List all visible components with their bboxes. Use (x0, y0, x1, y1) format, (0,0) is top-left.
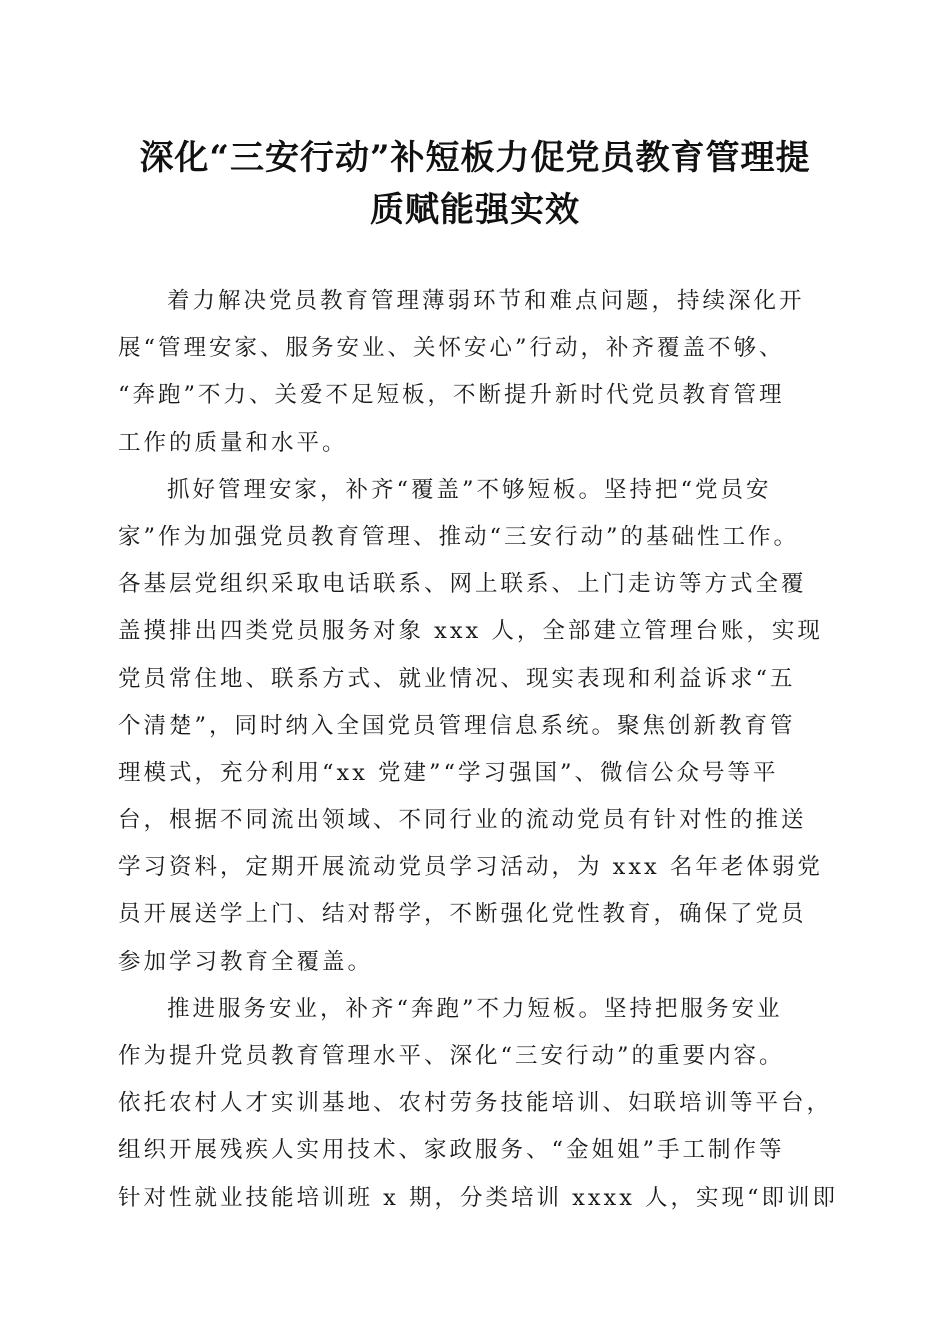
paragraph-line: “奔跑”不力、关爱不足短板，不断提升新时代党员教育管理 (118, 382, 785, 409)
title-line-1: 深化“三安行动”补短板力促党员教育管理提 (139, 138, 811, 178)
document-title (100, 132, 850, 236)
paragraph-line: 员开展送学上门、结对帮学，不断强化党性教育，确保了党员 (118, 901, 807, 928)
paragraph-line: 各基层党组织采取电话联系、网上联系、上门走访等方式全覆 (118, 571, 807, 598)
paragraph-line: 工作的质量和水平。 (118, 429, 348, 456)
document-body (118, 278, 839, 1222)
paragraph-line: 依托农村人才实训基地、农村劳务技能培训、妇联培训等平台， (118, 1090, 833, 1117)
paragraph-line: 抓好管理安家，补齐“覆盖”不够短板。坚持把“党员安 (167, 476, 772, 503)
title-line-2: 质赋能强实效 (370, 190, 580, 230)
paragraph-line: 参加学习教育全覆盖。 (118, 948, 374, 975)
paragraph-line: 展“管理安家、服务安业、关怀安心”行动，补齐覆盖不够、 (118, 335, 785, 362)
paragraph-line: 推进服务安业，补齐“奔跑”不力短板。坚持把服务安业 (167, 995, 783, 1022)
paragraph-line: 着力解决党员教育管理薄弱环节和难点问题，持续深化开 (167, 288, 805, 314)
paragraph-line: 理模式，充分利用“xx 党建”“学习强国”、微信公众号等平 (118, 759, 779, 786)
paragraph-line: 党员常住地、联系方式、就业情况、现实表现和利益诉求“五 (118, 665, 796, 692)
paragraph-line: 组织开展残疾人实用技术、家政服务、“金姐姐”手工制作等 (118, 1137, 785, 1164)
paragraph-2 (118, 467, 832, 986)
paragraph-line: 个清楚”，同时纳入全国党员管理信息系统。聚焦创新教育管 (118, 712, 796, 739)
paragraph-line: 盖摸排出四类党员服务对象 xxx 人，全部建立管理台账，实现 (118, 618, 823, 645)
paragraph-line: 台，根据不同流出领域、不同行业的流动党员有针对性的推送 (118, 807, 807, 834)
paragraph-3 (118, 986, 839, 1222)
paragraph-line: 家”作为加强党员教育管理、推动“三安行动”的基础性工作。 (118, 523, 800, 550)
paragraph-line: 针对性就业技能培训班 x 期，分类培训 xxxx 人，实现“即训即 (118, 1184, 839, 1211)
paragraph-line: 学习资料，定期开展流动党员学习活动，为 xxx 名年老体弱党 (118, 854, 823, 881)
paragraph-1 (118, 278, 832, 467)
paragraph-line: 作为提升党员教育管理水平、深化“三安行动”的重要内容。 (118, 1043, 785, 1069)
